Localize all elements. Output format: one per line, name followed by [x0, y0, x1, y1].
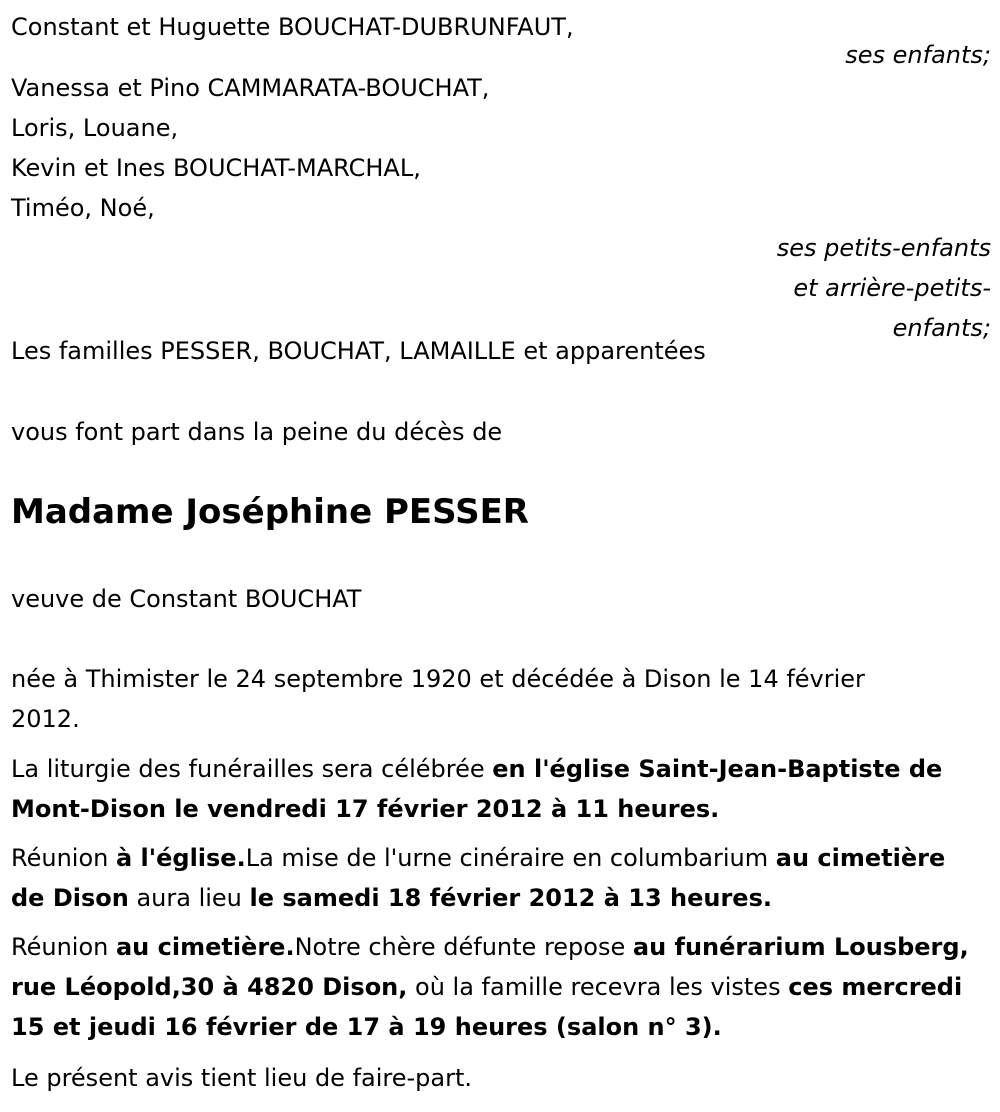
visits-bold-1: au cimetière. — [115, 933, 295, 961]
children-block — [11, 7, 991, 75]
liturgy-text: La liturgie des funérailles sera célébrée — [11, 755, 493, 783]
urn-text-2: La mise de l'urne cinéraire en columbarium — [245, 844, 776, 872]
grandchildren-line: Loris, Louane, — [11, 114, 179, 142]
visits-paragraph — [11, 927, 986, 1047]
birth-death-line: née à Thimister le 24 septembre 1920 et décédée à Dison le 14 février — [11, 665, 865, 693]
widow-of-line: veuve de Constant BOUCHAT — [11, 585, 362, 613]
grandchildren-line: Vanessa et Pino CAMMARATA-BOUCHAT, — [11, 74, 490, 102]
visits-text-2: Notre chère défunte repose — [294, 933, 633, 961]
birth-death-block — [11, 659, 991, 739]
grandchildren-label-line: et arrière-petits- — [793, 274, 991, 302]
deceased-name: Madame Joséphine PESSER — [11, 492, 529, 532]
liturgy-bold: en l'église Saint-Jean-Baptiste de Mont-Dison le vendredi 17 février 2012 à 11 heures. — [11, 755, 943, 823]
urn-text-1: Réunion — [11, 844, 116, 872]
urn-paragraph — [11, 838, 986, 918]
grandchildren-block — [11, 68, 991, 348]
visits-text-3: où la famille recevra les vistes — [407, 973, 789, 1001]
visits-bold-2: au funérarium Lousberg, rue Léopold,30 à 4820 Dison, — [11, 933, 969, 1001]
urn-bold-2: au cimetière de Dison — [11, 844, 946, 912]
grandchildren-label-line: ses petits-enfants — [776, 234, 991, 262]
visits-bold-3: ces mercredi 15 et jeudi 16 février de 17 à 19 heures (salon n° 3). — [11, 973, 963, 1041]
children-names: Constant et Huguette BOUCHAT-DUBRUNFAUT, — [11, 13, 574, 41]
grandchildren-line: Timéo, Noé, — [11, 194, 155, 222]
families-line: Les familles PESSER, BOUCHAT, LAMAILLE et apparentées — [11, 337, 706, 365]
urn-bold-3: le samedi 18 février 2012 à 13 heures. — [249, 884, 772, 912]
closing-line: Le présent avis tient lieu de faire-part. — [11, 1064, 473, 1092]
urn-bold-1: à l'église. — [115, 844, 246, 872]
grandchildren-line: Kevin et Ines BOUCHAT-MARCHAL, — [11, 154, 421, 182]
birth-death-line: 2012. — [11, 705, 80, 733]
visits-text-1: Réunion — [11, 933, 116, 961]
children-label: ses enfants; — [845, 41, 991, 69]
urn-text-3: aura lieu — [128, 884, 250, 912]
liturgy-paragraph — [11, 749, 986, 829]
announce-line: vous font part dans la peine du décès de — [11, 418, 503, 446]
grandchildren-label-line: enfants; — [892, 314, 991, 342]
